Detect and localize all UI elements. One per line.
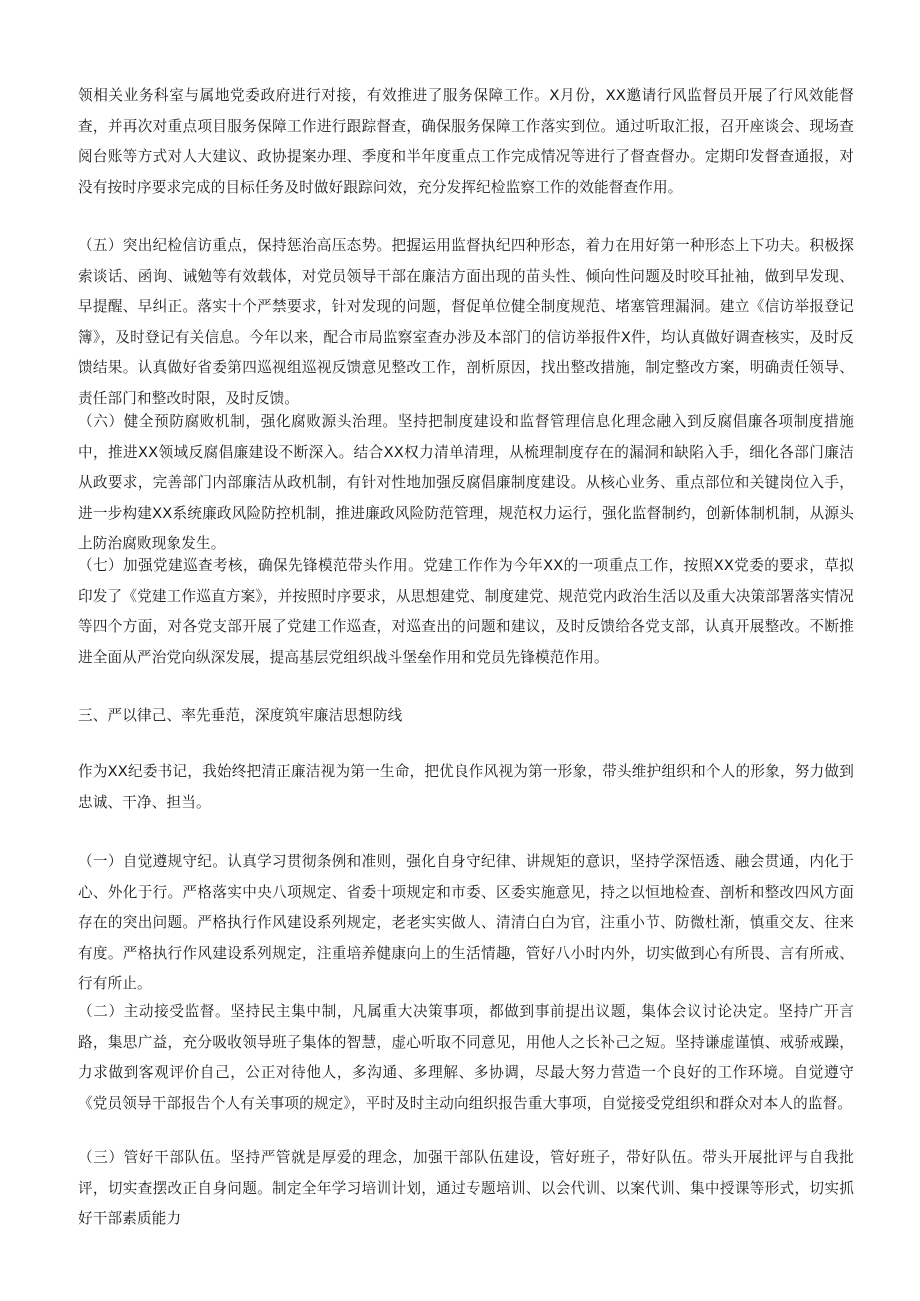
paragraph-secretary-commitment: 作为XX纪委书记，我始终把清正廉洁视为第一生命，把优良作风视为第一形象，带头维护组织和个人的形象，努力做到忠诚、干净、担当。 (78, 763, 854, 811)
paragraph-observe-rules: （一）自觉遵规守纪。认真学习贯彻条例和准则，强化自身守纪律、讲规矩的意识，坚持学深悟透、融会贯通，内化于心、外化于行。严格落实中央八项规定、省委十项规定和市委、区委实施意见，持之以恒地检查、剖析和整改四风方面存在的突出问题。严格执行作风建设系列规定，老老实实做人、清清白白为官，注重小节、防微杜渐，慎重交友、往来有度。严格执行作风建设系列规定，注重培养健康向上的生活情趣，管好八小时内外，切实做到心有所畏、言有所戒、行有所止。 (78, 853, 854, 993)
paragraph-service-supervision: 领相关业务科室与属地党委政府进行对接，有效推进了服务保障工作。X月份，XX邀请行风监督员开展了行风效能督查，并再次对重点项目服务保障工作进行跟踪督查，确保服务保障工作落实到位。通过听取汇报，召开座谈会、现场查阅台账等方式对人大建议、政协提案办理、季度和半年度重点工作完成情况等进行了督查督办。定期印发督查通报，对没有按时序要求完成的目标任务及时做好跟踪问效，充分发挥纪检监察工作的效能督查作用。 (78, 87, 854, 196)
paragraph-manage-cadres: （三）管好干部队伍。坚持严管就是厚爱的理念，加强干部队伍建设，管好班子，带好队伍。带头开展批评与自我批评，切实查摆改正自身问题。制定全年学习培训计划，通过专题培训、以会代训、以案代训、集中授课等形式，切实抓好干部素质能力 (78, 1149, 854, 1228)
section-heading-self-discipline: 三、严以律己、率先垂范，深度筑牢廉洁思想防线 (78, 707, 403, 724)
paragraph-party-inspection: （七）加强党建巡查考核，确保先锋模范带头作用。党建工作作为今年XX的一项重点工作，按照XX党委的要求，草拟印发了《党建工作巡直方案》，并按照时序要求，从思想建党、制度建党、规范党内政治生活以及重大决策部署落实情况等四个方面，对各党支部开展了党建工作巡查，对巡查出的问题和建议，及时反馈给各党支部，认真开展整改。不断推进全面从严治党向纵深发展，提高基层党组织战斗堡垒作用和党员先锋模范作用。 (78, 557, 854, 666)
paragraph-accept-supervision: （二）主动接受监督。坚持民主集中制，凡属重大决策事项，都做到事前提出议题，集体会议讨论决定。坚持广开言路，集思广益，充分吸收领导班子集体的智慧，虚心听取不同意见，用他人之长补己之短。坚持谦虚谨慎、戒骄戒躁，力求做到客观评价自己，公正对待他人，多沟通、多理解、多协调，尽最大努力营造一个良好的工作环境。自觉遵守《党员领导干部报告个人有关事项的规定》，平时及时主动向组织报告重大事项，自觉接受党组织和群众对本人的监督。 (78, 1003, 854, 1112)
paragraph-petition-focus: （五）突出纪检信访重点，保持惩治高压态势。把握运用监督执纪四种形态，着力在用好第一种形态上下功夫。积极探索谈话、函询、诫勉等有效载体，对党员领导干部在廉洁方面出现的苗头性、倾向性问题及时咬耳扯袖，做到早发现、早提醒、早纠正。落实十个严禁要求，针对发现的问题，督促单位健全制度规范、堵塞管理漏洞。建立《信访举报登记簿》，及时登记有关信息。今年以来，配合市局监察室查办涉及本部门的信访举报件X件，均认真做好调查核实，及时反馈结果。认真做好省委第四巡视组巡视反馈意见整改工作，剖析原因，找出整改措施，制定整改方案，明确责任领导、责任部门和整改时限，及时反馈。 (78, 237, 854, 407)
paragraph-corruption-prevention: （六）健全预防腐败机制，强化腐败源头治理。坚持把制度建设和监督管理信息化理念融入到反腐倡廉各项制度措施中，推进XX领域反腐倡廉建设不断深入。结合XX权力清单清理，从梳理制度存在的漏洞和缺陷入手，细化各部门廉洁从政要求，完善部门内部廉洁从政机制，有针对性地加强反腐倡廉制度建设。从核心业务、重点部位和关键岗位入手，进一步构建XX系统廉政风险防控机制，推进廉政风险防范管理，规范权力运行，强化监督制约，创新体制机制，从源头上防治腐败现象发生。 (78, 413, 854, 553)
